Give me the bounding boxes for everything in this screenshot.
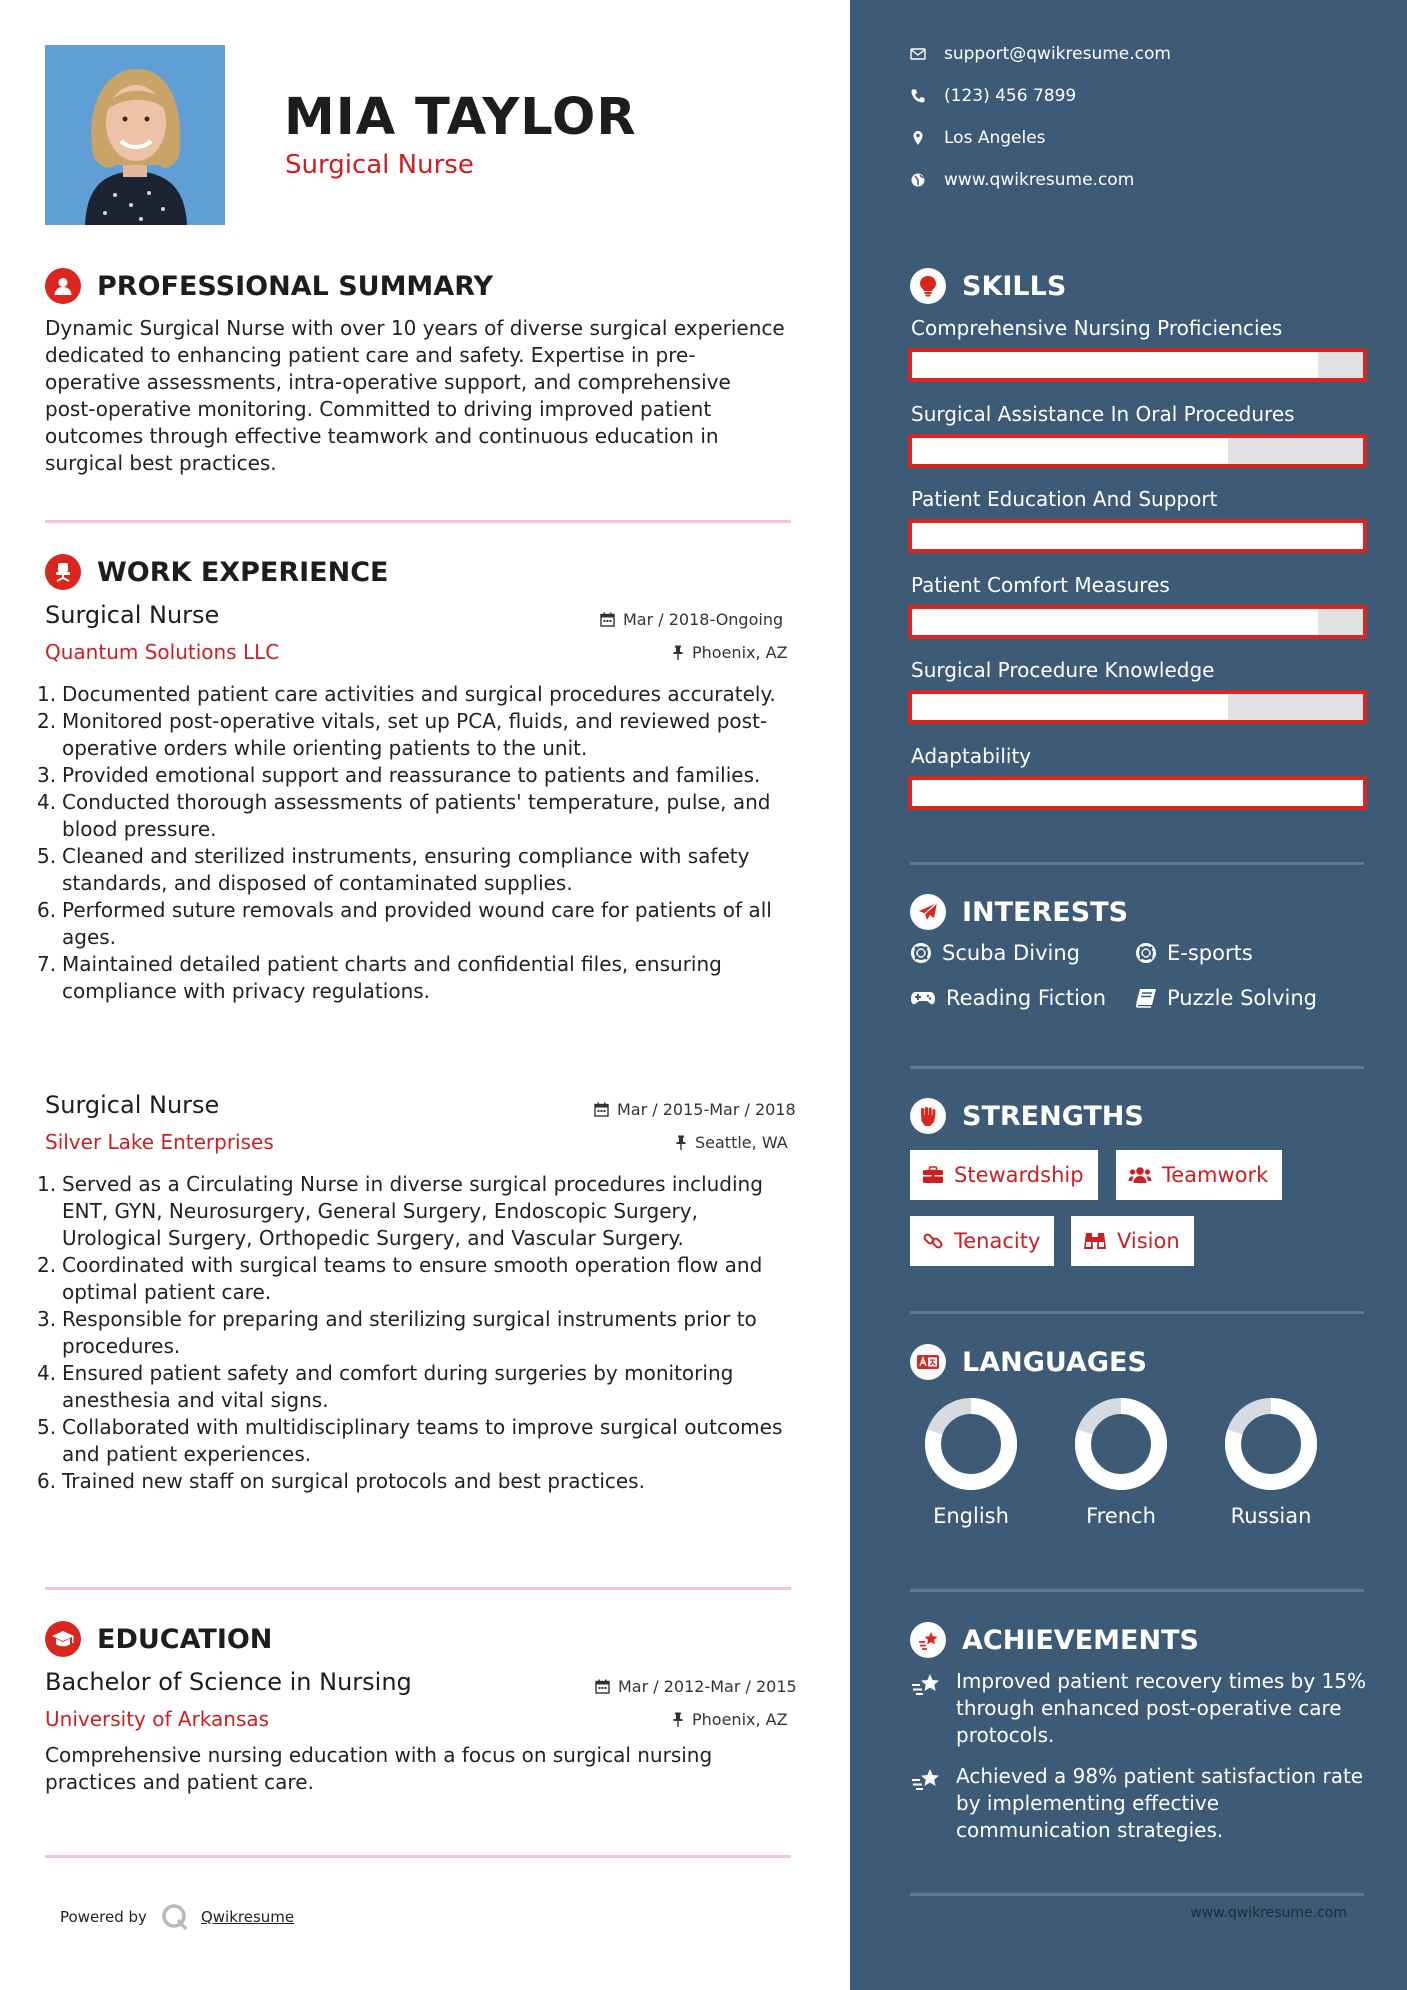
- envelope-icon: [910, 46, 926, 62]
- job-1-company: Quantum Solutions LLC: [45, 640, 280, 664]
- shooting-star-icon: [910, 1767, 942, 1793]
- skill-bar: [908, 434, 1367, 468]
- skill-label: Patient Education And Support: [911, 487, 1218, 511]
- calendar-icon: [595, 1679, 610, 1694]
- skill-label: Comprehensive Nursing Proficiencies: [911, 316, 1283, 340]
- strength-vision: Vision: [1071, 1216, 1194, 1266]
- calendar-icon: [594, 1102, 609, 1117]
- list-item: 6. Performed suture removals and provided wound care for patients of all ages.: [37, 898, 772, 949]
- gamepad-icon: [910, 989, 936, 1007]
- skill-label: Surgical Procedure Knowledge: [911, 658, 1215, 682]
- qwikresume-link[interactable]: Qwikresume: [200, 1908, 295, 1926]
- skill-bar-fill: [912, 438, 1228, 464]
- language-item: [1211, 1396, 1331, 1528]
- language-item: [911, 1396, 1031, 1528]
- list-item: 5. Cleaned and sterilized instruments, ensuring compliance with safety standards, and disposed of contaminated supplies.: [37, 844, 750, 895]
- strength-teamwork: Teamwork: [1116, 1150, 1282, 1200]
- skill-bar: [908, 776, 1367, 810]
- languages-title: LANGUAGES: [962, 1346, 1147, 1378]
- map-marker-icon: [910, 130, 926, 146]
- list-item: 7. Maintained detailed patient charts and confidential files, ensuring compliance with privacy regulations.: [37, 952, 722, 1003]
- interests-heading: [910, 892, 1128, 932]
- fist-icon: [910, 1098, 946, 1134]
- footer-url[interactable]: www.qwikresume.com: [1190, 1905, 1347, 1921]
- pushpin-icon: [672, 645, 684, 660]
- summary-divider: [45, 520, 791, 523]
- experience-title: WORK EXPERIENCE: [97, 556, 389, 588]
- contact-email: [910, 44, 1171, 64]
- skill-bar: [908, 519, 1367, 553]
- strength-stewardship: Stewardship: [910, 1150, 1098, 1200]
- skills-heading: [910, 266, 1066, 306]
- skill-bar-fill: [912, 694, 1228, 720]
- book-icon: [1135, 988, 1157, 1008]
- language-name: English: [933, 1504, 1009, 1528]
- languages-heading: [910, 1342, 1147, 1382]
- skills-divider: [910, 862, 1364, 865]
- binoculars-icon: [1083, 1231, 1107, 1251]
- job-2-title: Surgical Nurse: [45, 1091, 220, 1119]
- language-level-ring: [1073, 1396, 1169, 1492]
- list-item: 5. Collaborated with multidisciplinary teams to improve surgical outcomes and patient experiences.: [37, 1415, 783, 1466]
- life-ring-icon: [1135, 942, 1157, 964]
- skill-bar-fill: [912, 609, 1318, 635]
- translate-icon: [910, 1344, 946, 1380]
- skill-bar-fill: [912, 780, 1363, 806]
- list-item: 4. Ensured patient safety and comfort during surgeries by monitoring anesthesia and vital signs.: [37, 1361, 734, 1412]
- job-2-company: Silver Lake Enterprises: [45, 1130, 274, 1154]
- contact-location: [910, 128, 1046, 148]
- skill-bar: [908, 348, 1367, 382]
- profile-photo: [45, 45, 225, 225]
- education-title: EDUCATION: [97, 1623, 273, 1655]
- pushpin-icon: [672, 1712, 684, 1727]
- briefcase-icon: [922, 1166, 944, 1184]
- paper-plane-icon: [910, 894, 946, 930]
- link-icon: [922, 1230, 944, 1252]
- summary-heading: [45, 266, 493, 306]
- list-item: 1. Served as a Circulating Nurse in diverse surgical procedures including ENT, GYN, Neurosurgery, General Surgery, Endoscopic Surgery, Urological Surgery, Orthopedic Surgery, and Vascular Surgery.: [37, 1172, 763, 1250]
- phone-icon: [910, 88, 926, 104]
- interests-divider: [910, 1066, 1364, 1069]
- list-item: 3. Provided emotional support and reassurance to patients and families.: [37, 763, 761, 787]
- graduation-cap-icon: [45, 1621, 81, 1657]
- strengths-heading: [910, 1096, 1144, 1136]
- education-location-text: Phoenix, AZ: [692, 1710, 788, 1729]
- achievement-text: Improved patient recovery times by 15% through enhanced post-operative care protocols.: [956, 1669, 1366, 1747]
- candidate-name: MIA TAYLOR: [284, 88, 637, 147]
- contact-website-text[interactable]: www.qwikresume.com: [944, 170, 1135, 190]
- sidebar: [850, 0, 1407, 1990]
- summary-title: PROFESSIONAL SUMMARY: [97, 270, 494, 302]
- education-dates: [595, 1677, 797, 1696]
- job-1-location-text: Phoenix, AZ: [692, 643, 788, 662]
- shooting-star-icon: [910, 1672, 942, 1698]
- skills-title: SKILLS: [962, 270, 1067, 302]
- language-name: Russian: [1230, 1504, 1312, 1528]
- list-item: 2. Coordinated with surgical teams to ensure smooth operation flow and optimal patient care.: [37, 1253, 763, 1304]
- job-2-location-text: Seattle, WA: [695, 1133, 788, 1152]
- interest-puzzle-solving: Puzzle Solving: [1135, 986, 1317, 1010]
- user-icon: [45, 268, 81, 304]
- job-1-dates: [600, 610, 783, 629]
- job-2-dates-text: Mar / 2015-Mar / 2018: [617, 1100, 796, 1119]
- life-ring-icon: [910, 942, 932, 964]
- languages-divider: [910, 1589, 1364, 1592]
- achievement-item: [910, 1668, 1370, 1749]
- education-degree: Bachelor of Science in Nursing: [45, 1668, 412, 1696]
- pushpin-icon: [675, 1135, 687, 1150]
- job-1-bullets: [37, 681, 792, 1005]
- skill-label: Adaptability: [911, 743, 1032, 768]
- powered-by-label: Powered by: [60, 1908, 147, 1926]
- qwikresume-logo-icon: [161, 1903, 189, 1931]
- contact-phone: [910, 86, 1076, 106]
- skill-bar-fill: [912, 352, 1318, 378]
- education-school: University of Arkansas: [45, 1707, 270, 1731]
- skill-label: Surgical Assistance In Oral Procedures: [911, 401, 1295, 426]
- experience-divider: [45, 1587, 791, 1590]
- strength-tenacity: Tenacity: [910, 1216, 1054, 1266]
- skill-bar: [908, 690, 1367, 724]
- globe-icon: [910, 172, 926, 188]
- job-1-dates-text: Mar / 2018-Ongoing: [623, 610, 784, 629]
- contact-phone-text[interactable]: (123) 456 7899: [944, 86, 1077, 106]
- job-2-bullets: [37, 1171, 792, 1495]
- language-name: French: [1086, 1504, 1156, 1528]
- job-2-location: [675, 1133, 788, 1152]
- interests-title: INTERESTS: [962, 896, 1129, 928]
- language-item: [1061, 1396, 1181, 1528]
- interest-reading-fiction: Reading Fiction: [910, 986, 1106, 1010]
- achievements-title: ACHIEVEMENTS: [962, 1624, 1199, 1656]
- job-1-title: Surgical Nurse: [45, 601, 220, 629]
- contact-email-text[interactable]: support@qwikresume.com: [944, 44, 1171, 64]
- achievements-heading: [910, 1620, 1199, 1660]
- skill-label: Patient Comfort Measures: [911, 572, 1170, 597]
- education-divider: [45, 1855, 791, 1858]
- skill-bar-fill: [912, 523, 1363, 549]
- list-item: 6. Trained new staff on surgical protocols and best practices.: [37, 1469, 645, 1493]
- list-item: 2. Monitored post-operative vitals, set up PCA, fluids, and reviewed post-operative orders while orienting patients to the unit.: [37, 709, 768, 760]
- candidate-title: Surgical Nurse: [285, 150, 474, 180]
- education-text: Comprehensive nursing education with a focus on surgical nursing practices and patient care.: [45, 1743, 713, 1794]
- education-heading: [45, 1619, 272, 1659]
- users-icon: [1128, 1166, 1152, 1184]
- interest-e-sports: E-sports: [1135, 941, 1253, 965]
- education-location: [672, 1710, 788, 1729]
- powered-by: [60, 1903, 294, 1931]
- lightbulb-icon: [910, 268, 946, 304]
- achievement-text: Achieved a 98% patient satisfaction rate by implementing effective communication strategies.: [956, 1764, 1364, 1842]
- contact-location-text: Los Angeles: [944, 128, 1046, 148]
- job-2-dates: [594, 1100, 796, 1119]
- calendar-icon: [600, 612, 615, 627]
- achievement-item: [910, 1763, 1370, 1844]
- experience-heading: [45, 552, 388, 592]
- list-item: 3. Responsible for preparing and sterilizing surgical instruments prior to procedures.: [37, 1307, 757, 1358]
- shooting-star-icon: [910, 1622, 946, 1658]
- office-chair-icon: [45, 554, 81, 590]
- language-level-ring: [1223, 1396, 1319, 1492]
- skill-bar: [908, 605, 1367, 639]
- job-1-location: [672, 643, 788, 662]
- strengths-title: STRENGTHS: [962, 1100, 1144, 1132]
- language-level-ring: [923, 1396, 1019, 1492]
- list-item: 1. Documented patient care activities and surgical procedures accurately.: [37, 682, 776, 706]
- interest-scuba-diving: Scuba Diving: [910, 941, 1080, 965]
- achievements-divider: [910, 1893, 1364, 1896]
- contact-website: [910, 170, 1134, 190]
- strengths-divider: [910, 1311, 1364, 1314]
- summary-text: Dynamic Surgical Nurse with over 10 years of diverse surgical experience dedicated to enhancing patient care and safety. Expertise in pre-operative assessments, intra-operative support, and comprehensive post-operative monitoring. Committed to driving improved patient outcomes through effective teamwork and continuous education in surgical best practices.: [45, 316, 785, 475]
- education-dates-text: Mar / 2012-Mar / 2015: [618, 1677, 797, 1696]
- list-item: 4. Conducted thorough assessments of patients' temperature, pulse, and blood pressure.: [37, 790, 771, 841]
